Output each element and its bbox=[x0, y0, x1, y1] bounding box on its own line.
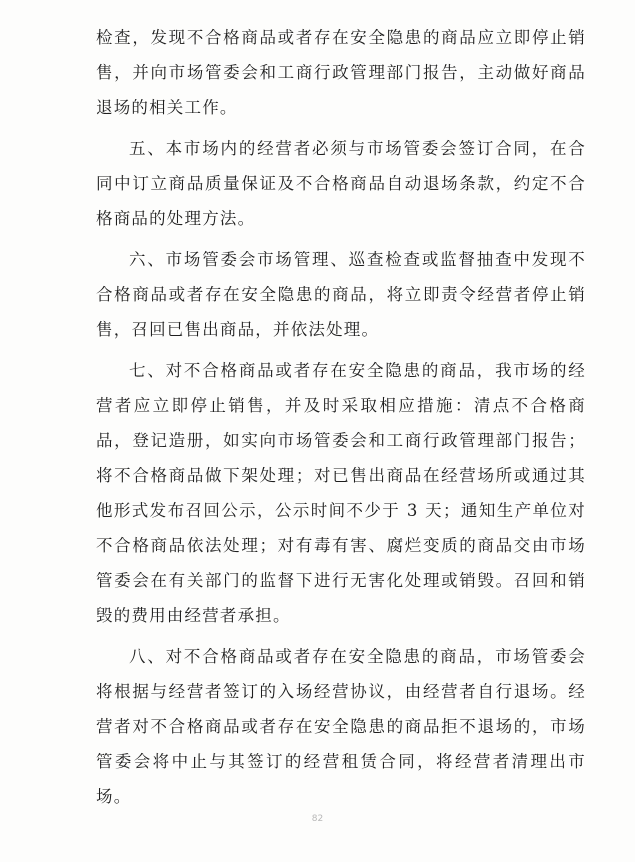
paragraph-continuation: 检查，发现不合格商品或者存在安全隐患的商品应立即停止销售，并向市场管委会和工商行政管理部门报告，主动做好商品退场的相关工作。 bbox=[96, 28, 586, 117]
paragraph-clause-7: 七、对不合格商品或者存在安全隐患的商品，我市场的经营者应立即停止销售，并及时采取相应措施：清点不合格商品，登记造册，如实向市场管委会和工商行政管理部门报告；将不合格商品做下架处理；对已售出商品在经营场所或通过其他形式发布召回公示，公示时间不少于 3 天；通知生产单位对不合格商品依法处理；对有毒有害、腐烂变质的商品交由市场管委会在有关部门的监督下进行无害化处理或销毁。召回和销毁的费用由经营者承担。 bbox=[96, 361, 586, 625]
paragraph-clause-6: 六、市场管委会市场管理、巡查检查或监督抽查中发现不合格商品或者存在安全隐患的商品，将立即责令经营者停止销售，召回已售出商品，并依法处理。 bbox=[96, 250, 586, 339]
page-number: 82 bbox=[311, 814, 324, 824]
document-body bbox=[96, 20, 586, 814]
paragraph-clause-8: 八、对不合格商品或者存在安全隐患的商品，市场管委会将根据与经营者签订的入场经营协议，由经营者自行退场。经营者对不合格商品或者存在安全隐患的商品拒不退场的，市场管委会将中止与其签订的经营租赁合同，将经营者清理出市场。 bbox=[96, 647, 586, 806]
paragraph-clause-5: 五、本市场内的经营者必须与市场管委会签订合同，在合同中订立商品质量保证及不合格商品自动退场条款，约定不合格商品的处理方法。 bbox=[96, 139, 586, 228]
